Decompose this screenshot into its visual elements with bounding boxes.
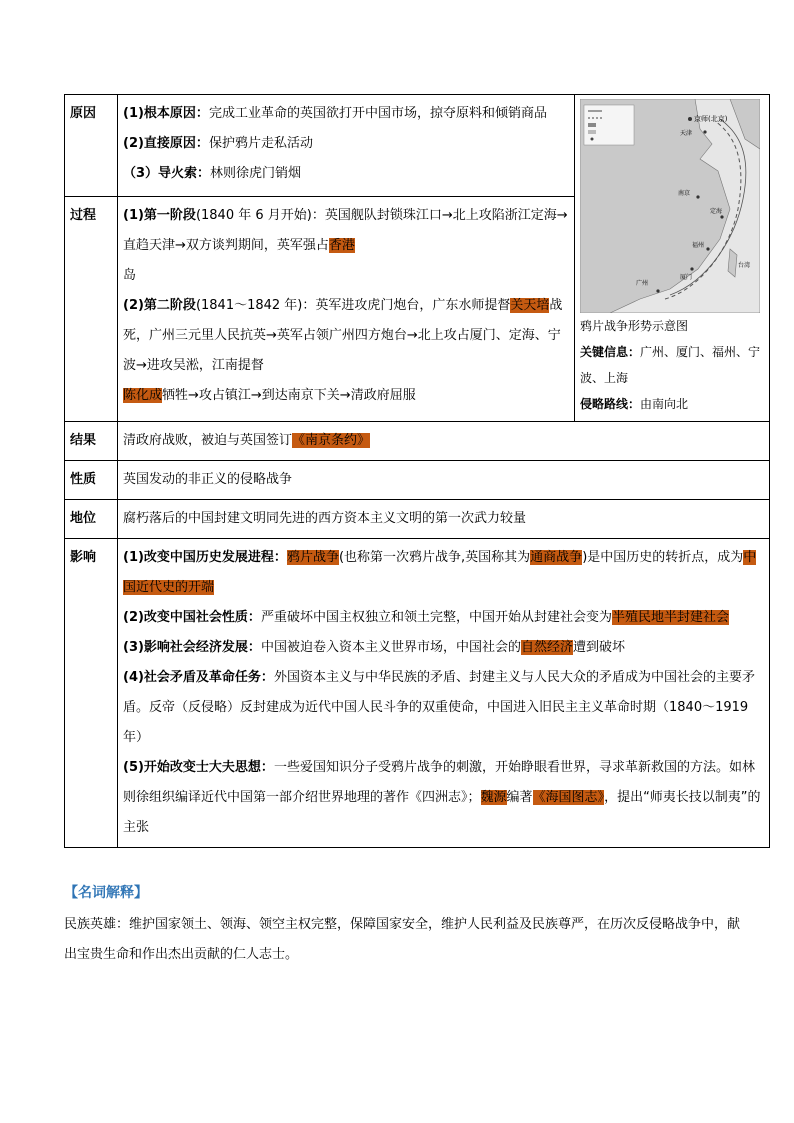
opium-war-map: [580, 99, 760, 313]
impact-2: [123, 603, 764, 633]
impact-1-text-a: (也称第一次鸦片战争,英国称其为: [338, 550, 531, 565]
glossary-title: 【名词解释】: [64, 885, 148, 901]
status-content: 腐朽落后的中国封建文明同先进的西方资本主义文明的第一次武力较量: [118, 500, 770, 539]
key-info: [580, 339, 764, 391]
row-result: [65, 422, 770, 461]
map-label-dinghai: 定海: [710, 208, 723, 215]
glossary-text: 民族英雄：维护国家领土、领海、领空主权完整，保障国家安全，维护人民利益及民族尊严，在历次反侵略战争中，献出宝贵生命和作出杰出贡献的仁人志士。: [64, 917, 741, 962]
impact-4-text: 外国资本主义与中华民族的矛盾、封建主义与人民大众的矛盾成为中国社会的主要矛盾。反帝（反侵略）反封建成为近代中国人民斗争的双重使命，中国进入旧民主主义革命时期（1840～1919 年）: [123, 670, 755, 745]
cause-content: [118, 95, 575, 197]
impact-5-text-c: ，提出“师夷长技以制夷”的主张: [123, 790, 761, 835]
process-stage-1-cont: 岛: [123, 267, 137, 283]
row-impact: [65, 539, 770, 848]
process-content: [118, 196, 575, 421]
map-label-fuzhou: 福州: [692, 242, 705, 249]
row-label-impact: 影响: [65, 539, 118, 848]
key-info-text: 广州、厦门、福州、宁波、上海: [580, 345, 761, 385]
cause-root-text: 完成工业革命的英国欲打开中国市场，掠夺原料和倾销商品: [208, 106, 547, 121]
cause-root-heading: (1)根本原因：: [123, 106, 209, 121]
key-info-label: 关键信息：: [580, 345, 641, 359]
row-status: [65, 500, 770, 539]
row-label-nature: 性质: [65, 461, 118, 500]
cause-trigger-heading: （3）导火索：: [123, 166, 211, 181]
result-content: [118, 422, 770, 461]
cause-trigger: [123, 159, 569, 189]
highlight-semi-colonial: 半殖民地半封建社会: [611, 610, 729, 625]
impact-3: [123, 633, 764, 663]
impact-1: [123, 543, 764, 603]
highlight-modern-history-start: 中国近代史的开端: [123, 550, 757, 595]
map-label-xiamen: 厦门: [680, 274, 693, 281]
impact-5-text-a: 一些爱国知识分子受鸦片战争的刺激，开始睁眼看世界，寻求革新救国的方法。如林则徐组织编译近代中国第一部介绍世界地理的著作《四洲志》；: [123, 760, 755, 805]
row-cause: [65, 95, 770, 197]
nature-content: 英国发动的非正义的侵略战争: [118, 461, 770, 500]
impact-3-text-a: 中国被迫卷入资本主义世界市场，中国社会的: [260, 640, 521, 655]
stage-1-text: (1840 年 6 月开始)：英国舰队封锁珠江口→北上攻陷浙江定海→直趋天津→双方谈判期间，英军强占: [123, 207, 568, 253]
impact-content: [118, 539, 770, 848]
highlight-hongkong: 香港: [328, 237, 355, 253]
impact-3-heading: (3)影响社会经济发展：: [123, 640, 261, 655]
invasion-route: [580, 391, 764, 417]
highlight-treaty-nanjing: 《南京条约》: [292, 433, 371, 448]
highlight-guan-tianpei: 关天培: [510, 297, 550, 313]
row-label-result: 结果: [65, 422, 118, 461]
highlight-trade-war: 通商战争: [530, 550, 583, 565]
map-title: 鸦片战争形势示意图: [580, 319, 689, 333]
invasion-route-text: 由南向北: [640, 397, 689, 411]
cause-direct-text: 保护鸦片走私活动: [208, 136, 313, 151]
summary-table: [64, 94, 770, 848]
impact-1-heading: (1)改变中国历史发展进程：: [123, 550, 287, 565]
highlight-natural-economy: 自然经济: [520, 640, 573, 655]
cause-direct-heading: (2)直接原因：: [123, 136, 209, 151]
map-label-beijing: 京师(北京): [694, 115, 728, 123]
result-text: 清政府战败，被迫与英国签订: [123, 433, 293, 448]
stage-2-text-a: (1841～1842 年)：英军进攻虎门炮台，广东水师提督: [195, 297, 511, 313]
impact-1-text-b: )是中国历史的转折点，成为: [582, 550, 744, 565]
stage-2-text-b: 战死，广州三元里人民抗英→英军占领广州四方炮台→北上攻占厦门、定海、宁波→进攻吴淞，江南提督: [123, 297, 563, 373]
row-label-status: 地位: [65, 500, 118, 539]
impact-2-heading: (2)改变中国社会性质：: [123, 610, 261, 625]
highlight-haiguo-tuzhi: 《海国图志》: [532, 790, 605, 805]
impact-3-text-b: 遭到破坏: [572, 640, 625, 655]
impact-5-heading: (5)开始改变士大夫思想：: [123, 760, 274, 775]
cause-trigger-text: 林则徐虎门销烟: [210, 166, 302, 181]
row-label-process: 过程: [65, 196, 118, 421]
row-label-cause: 原因: [65, 95, 118, 197]
map-caption: [580, 313, 764, 417]
impact-5-text-b: 编著: [506, 790, 533, 805]
map-cell: [575, 95, 770, 422]
cause-direct: [123, 129, 569, 159]
impact-4-heading: (4)社会矛盾及革命任务：: [123, 670, 274, 685]
impact-2-text: 严重破坏中国主权独立和领土完整，中国开始从封建社会变为: [260, 610, 612, 625]
stage-1-heading: (1)第一阶段: [123, 207, 196, 223]
highlight-chen-huacheng: 陈化成: [123, 387, 163, 403]
process-stage-2: [123, 291, 569, 381]
impact-4: [123, 663, 764, 753]
stage-2-text-c: 牺牲→攻占镇江→到达南京下关→清政府屈服: [162, 387, 416, 403]
cause-root: [123, 99, 569, 129]
highlight-opium-war: 鸦片战争: [286, 550, 339, 565]
process-stage-1: [123, 201, 569, 261]
map-label-guangzhou: 广州: [636, 280, 649, 287]
map-label-taiwan: 台湾: [738, 262, 751, 269]
stage-2-heading: (2)第二阶段: [123, 297, 196, 313]
row-nature: [65, 461, 770, 500]
map-label-nanjing: 南京: [678, 190, 691, 197]
process-stage-2-cont: [123, 381, 569, 411]
highlight-wei-yuan: 魏源: [480, 790, 507, 805]
invasion-route-label: 侵略路线：: [580, 397, 641, 411]
impact-5: [123, 753, 764, 843]
map-label-tianjin: 天津: [680, 130, 693, 137]
